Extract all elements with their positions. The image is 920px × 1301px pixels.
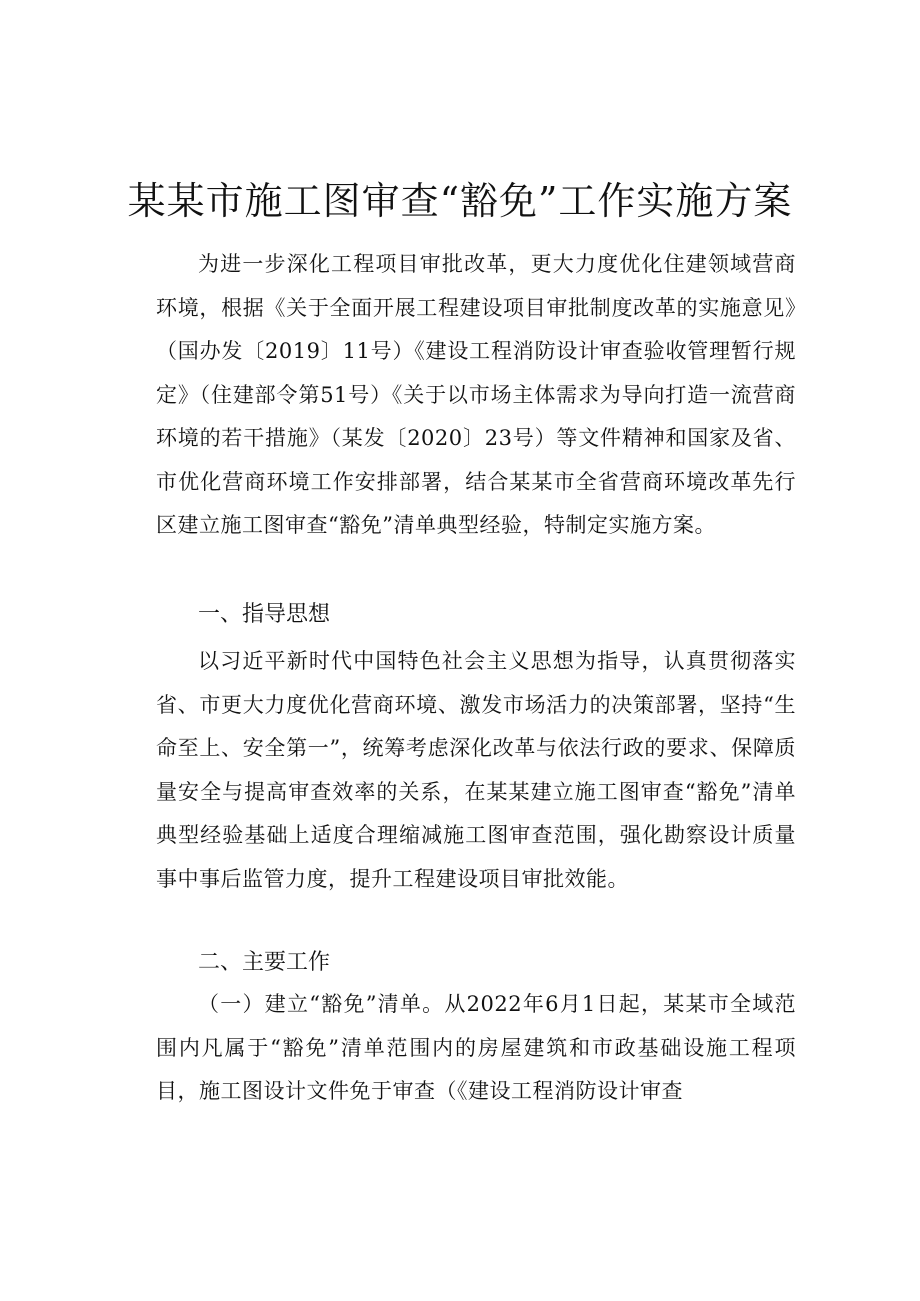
section-heading-main-work: 二、主要工作 [198, 950, 331, 975]
document-title: 某某市施工图审查“豁免”工作实施方案 [127, 179, 793, 224]
main-work-paragraph: （一）建立“豁免”清单。从2022年6月1日起，某某市全域范围内凡属于“豁免”清单范围内的房屋建筑和市政基础设施工程项目，施工图设计文件免于审查（《建设工程消防设计审查 [156, 992, 796, 1103]
section-heading-guiding-ideology: 一、指导思想 [198, 602, 331, 627]
guiding-ideology-paragraph: 以习近平新时代中国特色社会主义思想为指导，认真贯彻落实省、市更大力度优化营商环境、激发市场活力的决策部署，坚持“生命至上、安全第一”，统筹考虑深化改革与依法行政的要求、保障质量安全与提高审查效率的关系，在某某建立施工图审查“豁免”清单典型经验基础上适度合理缩减施工图审查范围，强化勘察设计质量事中事后监管力度，提升工程建设项目审批效能。 [156, 649, 796, 891]
intro-paragraph: 为进一步深化工程项目审批改革，更大力度优化住建领域营商环境，根据《关于全面开展工程建设项目审批制度改革的实施意见》（国办发〔2019〕11号）《建设工程消防设计审查验收管理暂行规定》（住建部令第51号）《关于以市场主体需求为导向打造一流营商环境的若干措施》（某发〔2020〕23号）等文件精神和国家及省、市优化营商环境工作安排部署，结合某某市全省营商环境改革先行区建立施工图审查“豁免”清单典型经验，特制定实施方案。 [156, 252, 796, 537]
